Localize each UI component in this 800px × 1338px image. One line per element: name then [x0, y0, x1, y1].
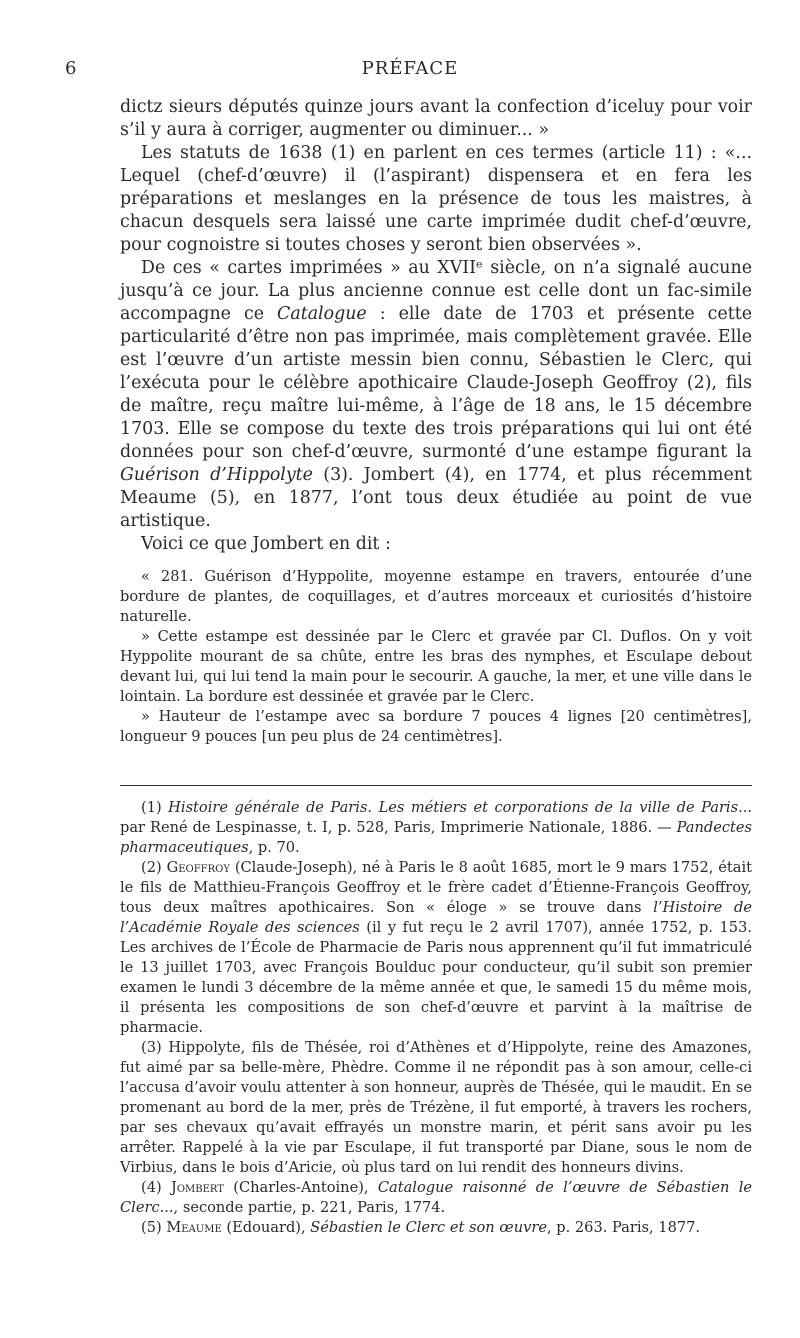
footnote-2-text-a: (Claude-Joseph), né à Paris le 8 août 1685, mort le 9 mars 1752, était le fils de Matthieu-François Geoffroy et le frère cadet d’Étienne-François Geoffroy, tous deux maîtres apothicaires. Son « éloge » se trouve dans	[120, 859, 753, 916]
guerison-title: Guérison d’Hippolyte	[120, 465, 313, 485]
footnote-1	[120, 798, 752, 858]
footnote-1-text-a: par René de Lespinasse, t. I, p. 528, Paris, Imprimerie Nationale, 1886. —	[120, 819, 677, 836]
footnote-5-name: Meaume	[166, 1219, 222, 1236]
footnote-2-text-b: (il y fut reçu le 2 avril 1707), année 1752, p. 153. Les archives de l’École de Pharmacie de Paris nous apprennent qu’il fut immatriculé le 13 juillet 1703, avec François Boulduc pour conducteur, qu’il subit son premier examen le lundi 3 décembre de la même année et que, le samedi 15 du même mois, il présenta les compositions de son chef-d’œuvre et parvint à la maîtrise de pharmacie.	[120, 919, 752, 1036]
footnote-2-name: Geoffroy	[166, 859, 230, 876]
footnote-4-text-b: , seconde partie, p. 221, Paris, 1774.	[173, 1199, 446, 1216]
footnote-5-number: (5)	[141, 1219, 167, 1236]
footnote-1-number: (1)	[141, 799, 169, 816]
quote-paragraph-2: » Cette estampe est dessinée par le Clerc et gravée par Cl. Duflos. On y voit Hyppolite mourant de sa chûte, entre les bras des nymphes, et Esculape debout devant lui, qui lui tend la main pour le secourir. A gauche, la mer, et une ville dans le lointain. La bordure est dessinée et gravée par le Clerc.	[120, 628, 752, 705]
footnote-2-number: (2)	[141, 859, 167, 876]
paragraph-1: dictz sieurs députés quinze jours avant la confection d’iceluy pour voir s’il y aura à corriger, augmenter ou diminuer... »	[120, 97, 752, 140]
footnote-4-name: Jombert	[170, 1179, 224, 1196]
footnote-5-title: Sébastien le Clerc et son œuvre	[310, 1219, 547, 1236]
quote-paragraph-1: « 281. Guérison d’Hyppolite, moyenne estampe en travers, entourée d’une bordure de plantes, de coquillages, et d’autres morceaux et curiosités d’histoire naturelle.	[120, 568, 752, 625]
paragraph-4: Voici ce que Jombert en dit :	[141, 534, 391, 554]
main-text	[120, 96, 752, 747]
footnote-4-text-a: (Charles-Antoine),	[223, 1179, 378, 1196]
catalogue-title: Catalogue	[277, 304, 367, 324]
quote-paragraph-3: » Hauteur de l’estampe avec sa bordure 7 pouces 4 lignes [20 centimètres], longueur 9 pouces [un peu plus de 24 centimètres].	[120, 708, 752, 745]
footnote-divider	[120, 785, 752, 786]
jombert-quote	[120, 567, 752, 747]
paragraph-3	[120, 257, 752, 533]
footnote-1-text-b: , p. 70.	[248, 839, 300, 856]
paragraph-3-text-b: : elle date de 1703 et présente cette particularité d’être non pas imprimée, mais complètement gravée. Elle est l’œuvre d’un artiste messin bien connu, Sébastien le Clerc, qui l’exécuta pour le célèbre apothicaire Claude-Joseph Geoffroy (2), fils de maître, reçu maître lui-même, à l’âge de 18 ans, le 15 décembre 1703. Elle se compose du texte des trois préparations qui lui ont été données pour son chef-d’œuvre, surmonté d’une estampe figurant la	[120, 304, 752, 462]
footnote-2-title: l’Histoire de l’Académie Royale des sciences	[120, 899, 752, 936]
footnote-5	[120, 1218, 752, 1238]
footnote-1-title: Histoire générale de Paris. Les métiers et corporations de la ville de Paris...	[168, 799, 753, 816]
footnote-4	[120, 1178, 752, 1218]
footnote-5-text-a: (Edouard),	[221, 1219, 311, 1236]
footnote-2	[120, 858, 752, 1038]
page-header	[65, 58, 755, 84]
paragraph-3-text-c: (3). Jombert (4), en 1774, et plus récemment Meaume (5), en 1877, l’ont tous deux étudiée au point de vue artistique.	[120, 465, 752, 531]
paragraph-3-text-a: De ces « cartes imprimées » au XVIIᵉ siècle, on n’a signalé aucune jusqu’à ce jour. La plus ancienne connue est celle dont un fac-simile accompagne ce	[120, 258, 752, 324]
page-number: 6	[65, 58, 77, 79]
footnote-3: (3) Hippolyte, fils de Thésée, roi d’Athènes et d’Hippolyte, reine des Amazones, fut aimé par sa belle-mère, Phèdre. Comme il ne répondit pas à son amour, celle-ci l’accusa d’avoir voulu attenter à son honneur, auprès de Thésée, qui le maudit. En se promenant au bord de la mer, près de Trézène, il fut emporté, à travers les rochers, par ses chevaux qu’avait effrayés un monstre marin, et périt sans avoir pu les arrêter. Rappelé à la vie par Esculape, il fut transporté par Diane, sous le nom de Virbius, dans le bois d’Aricie, où plus tard on lui rendit des honneurs divins.	[120, 1039, 752, 1176]
paragraph-2: Les statuts de 1638 (1) en parlent en ces termes (article 11) : «... Lequel (chef-d’œuvre) il (l’aspirant) dispensera et en fera les préparations et meslanges en la présence de tous les maistres, à chacun desquels sera laissé une carte imprimée dudit chef-d’œuvre, pour cognoistre si toutes choses y seront bien observées ».	[120, 143, 752, 255]
footnotes	[120, 798, 752, 1238]
footnote-4-title: Catalogue raisonné de l’œuvre de Sébastien le Clerc...	[120, 1179, 753, 1216]
footnote-1-title-2: Pandectes pharmaceutiques	[120, 819, 752, 856]
footnote-5-text-b: , p. 263. Paris, 1877.	[546, 1219, 701, 1236]
running-title: PRÉFACE	[361, 58, 459, 79]
footnote-4-number: (4)	[141, 1179, 171, 1196]
